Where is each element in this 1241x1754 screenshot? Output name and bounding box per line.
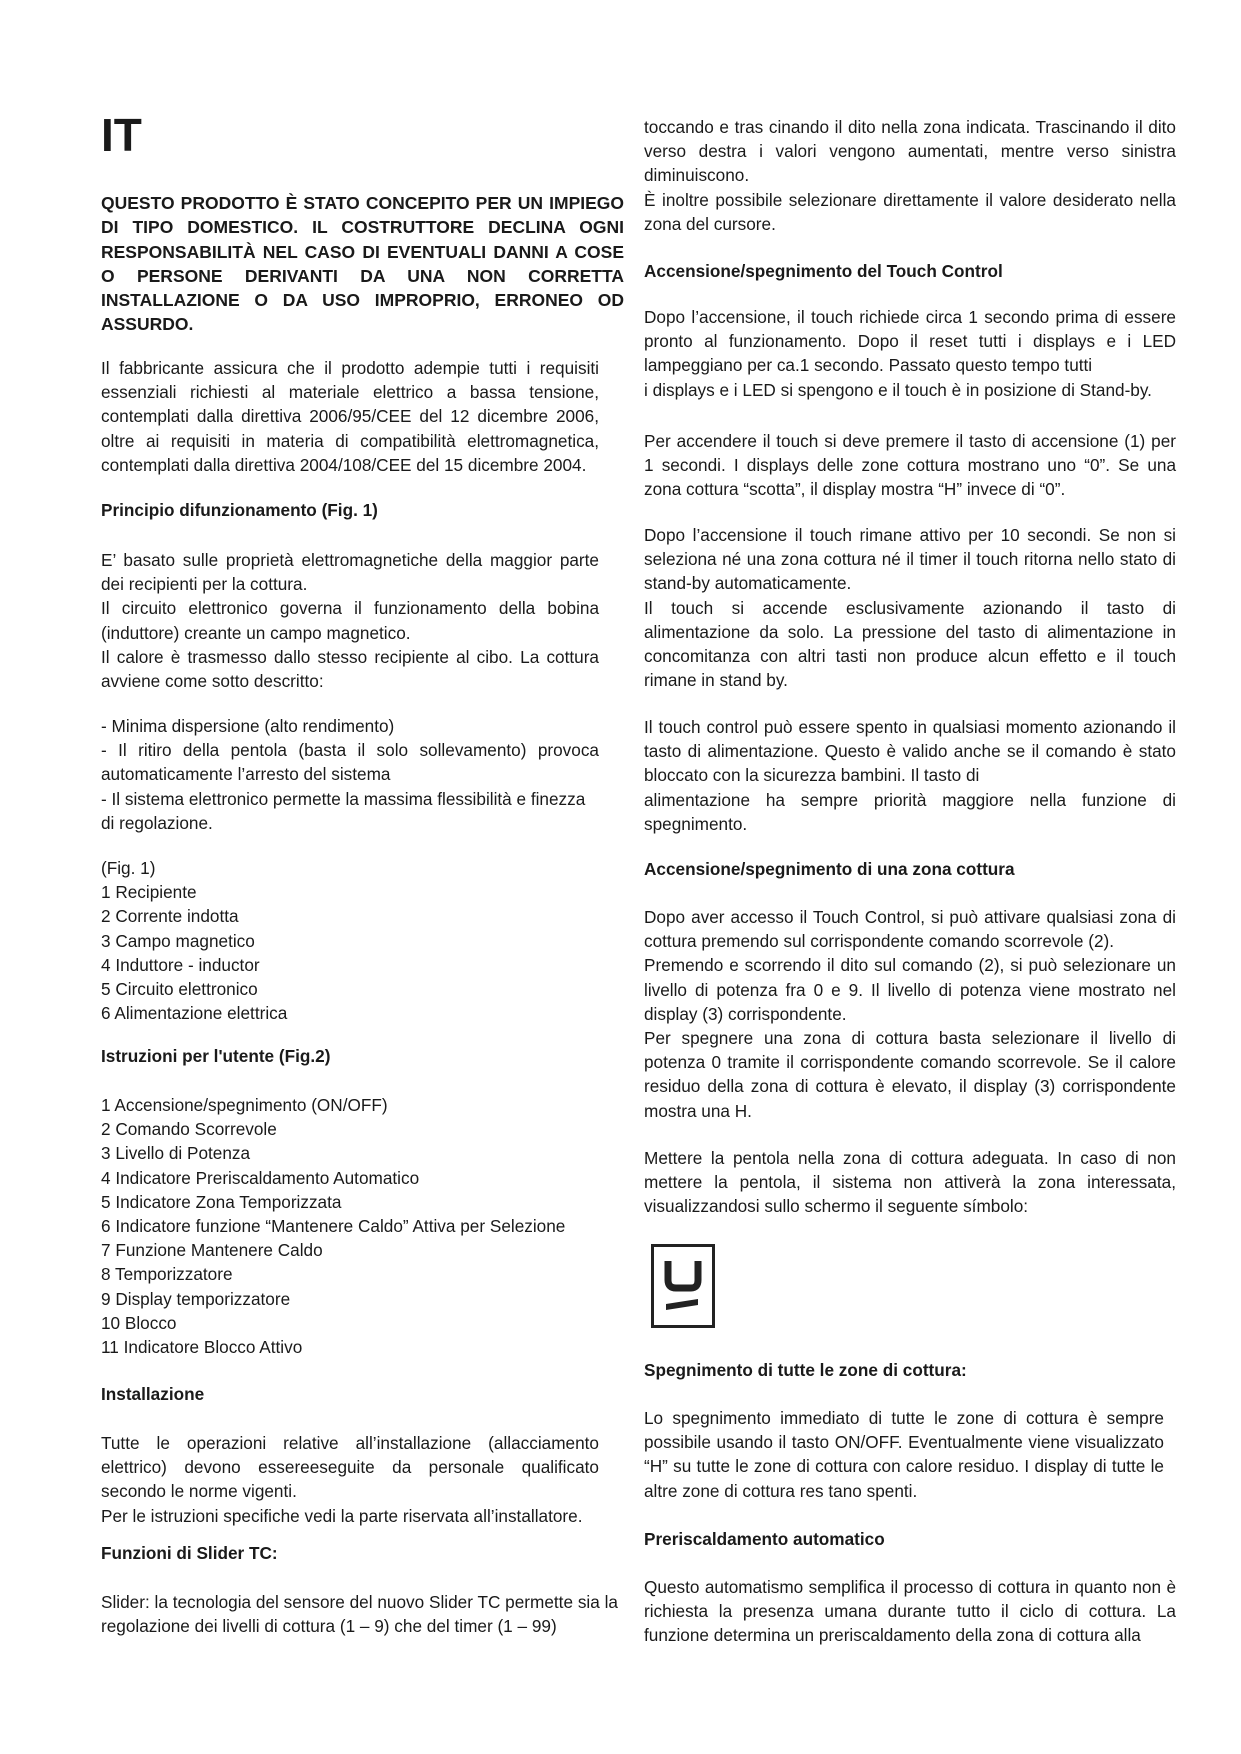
touch-paragraph-3 — [644, 523, 1176, 692]
slider-continued — [644, 115, 1176, 236]
safety-warning: QUESTO PRODOTTO È STATO CONCEPITO PER UN IMPIEGO DI TIPO DOMESTICO. IL COSTRUTTORE DECLINA OGNI RESPONSABILITÀ NEL CASO DI EVENTUALI DANNI A COSE O PERSONE DERIVANTI DA UNA NON CORRETTA INSTALLAZIONE O DA USO IMPROPRIO, ERRONEO OD ASSURDO. — [101, 193, 624, 335]
touch-paragraph-4 — [644, 715, 1176, 836]
zone-paragraph-1 — [644, 905, 1176, 1123]
advantage-item: - Il ritiro della pentola (basta il solo sollevamento) provoca automaticamente l’arresto del sistema — [101, 740, 599, 785]
installation-line: Tutte le operazioni relative all’installazione (allacciamento elettrico) devono essereeseguite da personale qualificato secondo le norme vigenti. — [101, 1433, 599, 1502]
slider-cont-line: toccando e tras cinando il dito nella zona indicata. Trascinando il dito verso destra i valori vengono aumentati, mentre verso sinistra diminuiscono. — [644, 117, 1176, 186]
installation-heading: Installazione — [101, 1384, 205, 1404]
touch-p1: Dopo l’accensione, il touch richiede circa 1 secondo prima di essere pronto al funzionamento. Dopo il reset tutti i displays e i LED lampeggiano per ca.1 secondo. Passato questo tempo tutti — [644, 307, 1176, 376]
all-zones-off-heading: Spegnimento di tutte le zone di cottura: — [644, 1360, 967, 1380]
fig1-title: (Fig. 1) — [101, 858, 156, 878]
conformity-paragraph: Il fabbricante assicura che il prodotto adempie tutti i requisiti essenziali richiesti al materiale elettrico a bassa tensione, contemplati dalla direttiva 2006/95/CEE del 12 dicembre 2006, oltre ai requisiti in materia di compatibilità elettromagnetica, contemplati dalla direttiva 2004/108/CEE del 15 dicembre 2004. — [101, 358, 599, 475]
principle-line-1: E’ basato sulle proprietà elettromagnetiche della maggior parte dei recipienti per la cottura. — [101, 550, 599, 595]
fig2-item: 11 Indicatore Blocco Attivo — [101, 1337, 303, 1358]
fig2-item: 1 Accensione/spegnimento (ON/OFF) — [101, 1095, 388, 1115]
principle-line-2: Il circuito elettronico governa il funzionamento della bobina (induttore) creante un campo magnetico. — [101, 598, 599, 643]
principle-heading: Principio difunzionamento (Fig. 1) — [101, 500, 378, 520]
installation-line: Per le istruzioni specifiche vedi la parte riservata all’installatore. — [101, 1505, 583, 1526]
advantages-list — [101, 714, 599, 835]
touch-p1b: i displays e i LED si spengono e il touch è in posizione di Stand-by. — [644, 379, 1152, 400]
fig1-item: 3 Campo magnetico — [101, 930, 255, 951]
slider-text: Slider: la tecnologia del sensore del nuovo Slider TC permette sia la regolazione dei livelli di cottura (1 – 9) che del timer (1 – 99) — [101, 1592, 618, 1637]
preheat-heading: Preriscaldamento automatico — [644, 1529, 885, 1549]
touch-p3: Dopo l’accensione il touch rimane attivo per 10 secondi. Se non si seleziona né una zona cottura né il timer il touch ritorna nello stato di stand-by automaticamente. — [644, 525, 1176, 594]
installation-text — [101, 1431, 599, 1528]
fig2-legend — [101, 1093, 599, 1359]
fig1-item: 6 Alimentazione elettrica — [101, 1003, 288, 1024]
fig2-item: 4 Indicatore Preriscaldamento Automatico — [101, 1167, 420, 1188]
no-pan-symbol-icon — [651, 1244, 715, 1328]
preheat-text: Questo automatismo semplifica il processo di cottura in quanto non è richiesta la presenza umana durante tutto il ciclo di cottura. La funzione determina un preriscaldamento della zona di cottura alla — [644, 1577, 1176, 1646]
zone-p1c: Per spegnere una zona di cottura basta selezionare il livello di potenza 0 tramite il corrispondente comando scorrevole. Se il calore residuo della zona di cottura è elevato, il display (3) corrispondente mostra una H. — [644, 1028, 1176, 1121]
zone-p1b: Premendo e scorrendo il dito sul comando (2), si può selezionare un livello di potenza fra 0 e 9. Il livello di potenza viene mostrato nel display (3) corrispondente. — [644, 955, 1176, 1024]
slider-cont-line: È inoltre possibile selezionare direttamente il valore desiderato nella zona del cursore. — [644, 189, 1176, 234]
fig1-item: 1 Recipiente — [101, 882, 197, 903]
fig2-item: 7 Funzione Mantenere Caldo — [101, 1240, 323, 1261]
fig2-item: 6 Indicatore funzione “Mantenere Caldo” Attiva per Selezione — [101, 1216, 566, 1237]
fig1-item: 5 Circuito elettronico — [101, 979, 258, 1000]
slider-heading: Funzioni di Slider TC: — [101, 1543, 278, 1563]
touch-paragraph-1 — [644, 305, 1176, 402]
principle-text — [101, 548, 599, 693]
fig2-item: 5 Indicatore Zona Temporizzata — [101, 1191, 342, 1212]
all-zones-off-text: Lo spegnimento immediato di tutte le zone di cottura è sempre possibile usando il tasto ON/OFF. Eventualmente viene visualizzato “H” su tutte le zone di cottura con calore residuo. I display di tutte le altre zone di cottura res tano spenti. — [644, 1408, 1164, 1501]
touch-p4b: alimentazione ha sempre priorità maggiore nella funzione di spegnimento. — [644, 789, 1176, 834]
fig1-item: 4 Induttore - inductor — [101, 954, 260, 975]
fig1-legend — [101, 856, 599, 1025]
advantage-item: - Minima dispersione (alto rendimento) — [101, 716, 395, 736]
touch-p4: Il touch control può essere spento in qualsiasi momento azionando il tasto di alimentazione. Questo è valido anche se il comando è stato bloccato con la sicurezza bambini. Il tasto di — [644, 717, 1176, 786]
touch-p3b: Il touch si accende esclusivamente azionando il tasto di alimentazione da solo. La pressione del tasto di alimentazione in concomitanza con altri tasti non produce alcun effetto e il touch rimane in stand by. — [644, 597, 1176, 691]
fig1-item: 2 Corrente indotta — [101, 906, 239, 927]
zone-heading: Accensione/spegnimento di una zona cottura — [644, 859, 1015, 879]
fig2-item: 9 Display temporizzatore — [101, 1288, 291, 1309]
u-display-icon — [654, 1247, 712, 1325]
zone-p1: Dopo aver accesso il Touch Control, si può attivare qualsiasi zona di cottura premendo sul corrispondente comando scorrevole (2). — [644, 907, 1176, 952]
fig2-item: 8 Temporizzatore — [101, 1264, 233, 1285]
advantage-item: - Il sistema elettronico permette la massima flessibilità e finezza di regolazione. — [101, 788, 586, 833]
zone-paragraph-2: Mettere la pentola nella zona di cottura adeguata. In caso di non mettere la pentola, il sistema non attiverà la zona interessata, visualizzandosi sullo schermo il seguente símbolo: — [644, 1148, 1176, 1217]
fig2-item: 10 Blocco — [101, 1312, 177, 1333]
fig2-item: 2 Comando Scorrevole — [101, 1119, 277, 1140]
touch-paragraph-2: Per accendere il touch si deve premere il tasto di accensione (1) per 1 secondi. I displays delle zone cottura mostrano uno “0”. Se una zona cottura “scotta”, il display mostra “H” invece di “0”. — [644, 431, 1176, 500]
touch-control-heading: Accensione/spegnimento del Touch Control — [644, 261, 1003, 281]
user-instructions-heading: Istruzioni per l'utente (Fig.2) — [101, 1046, 331, 1066]
principle-line-3: Il calore è trasmesso dallo stesso recipiente al cibo. La cottura avviene come sotto descritto: — [101, 646, 599, 692]
fig2-item: 3 Livello di Potenza — [101, 1143, 251, 1164]
language-code: IT — [101, 109, 142, 161]
